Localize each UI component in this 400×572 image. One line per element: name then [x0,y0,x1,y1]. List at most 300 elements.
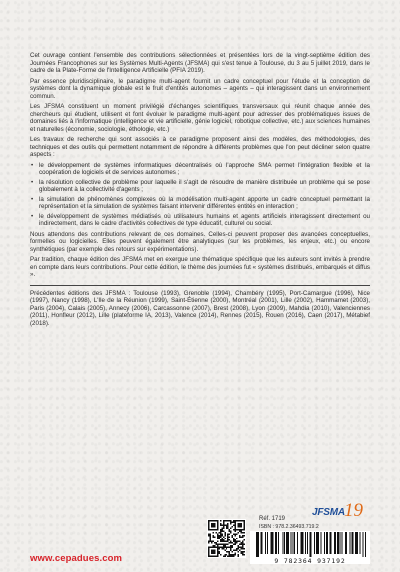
qr-module [221,527,222,528]
qr-module [235,544,236,545]
qr-module [209,538,210,539]
barcode-bar [345,532,346,554]
qr-module [214,547,215,548]
qr-module [211,524,212,525]
barcode-bar [309,532,310,557]
previous-editions: Précédentes éditions des JFSMA : Toulouse (1993), Grenoble (1994), Chambéry (1995), Port-Camargue (1996), Nice (1997), Nancy (1998), L'Ile de la Réunion (1999), Saint-Étienne (2000), Montréal (2001), Lille (2002), Hammamet (2003), Paris (2004), Calais (2005), Annecy (2006), Carcassonne (2007), Brest (2008), Lyon (2009), Mahdia (2010), Valenciennes (2011), Honfleur (2012), Lille (plateforme IA, 2013), Valence (2014), Rennes (2015), Rouen (2016), Caen (2017), Métabief (2018). [30,289,370,327]
barcode-bar [318,532,319,554]
qr-module [209,529,210,530]
reference-number: Réf. 1719 [259,516,286,522]
qr-module [229,542,230,543]
qr-module [221,524,222,525]
qr-module [217,529,218,530]
qr-module [235,529,236,530]
qr-module [227,536,228,537]
qr-module [232,535,233,536]
barcode-bar [290,532,291,554]
barcode-bar [283,532,284,554]
barcode-bar [349,532,350,554]
qr-module [224,520,225,521]
qr-module [227,538,228,539]
qr-module [232,536,233,537]
qr-module [220,535,221,536]
qr-module [239,520,240,521]
qr-module [217,545,218,546]
barcode-bar [286,532,287,554]
qr-module [239,541,240,542]
qr-module [212,536,213,537]
qr-module [220,544,221,545]
qr-module [217,524,218,525]
qr-module [223,556,224,557]
barcode-bar [359,532,360,554]
qr-module [235,520,236,521]
barcode-bar [365,532,366,557]
qr-module [215,547,216,548]
qr-module [224,550,225,551]
barcode-bar [258,532,259,557]
qr-module [221,539,222,540]
isbn-number: ISBN : 978.2.36493.719.2 [259,524,319,530]
qr-module [232,521,233,522]
barcode-bar [297,532,298,554]
qr-module [244,539,245,540]
barcode-bar [357,532,358,554]
qr-module [238,548,239,549]
qr-module [239,550,240,551]
barcode-bar [276,532,277,554]
qr-module [244,544,245,545]
qr-module [242,532,243,533]
barcode-bar [284,532,285,554]
qr-module [244,524,245,525]
qr-module [217,554,218,555]
qr-module [224,541,225,542]
jfsma-logo [312,502,372,522]
qr-module [233,538,234,539]
qr-module [211,556,212,557]
qr-module [229,536,230,537]
barcode-bar [324,532,325,554]
barcode-bar [262,532,263,554]
qr-module [218,535,219,536]
qr-module [241,520,242,521]
qr-module [208,524,209,525]
isbn-barcode [250,531,370,564]
qr-module [226,526,227,527]
qr-module [220,523,221,524]
qr-module [238,523,239,524]
qr-module [235,554,236,555]
aspect-item: • le développement de systèmes informatiques décentralisés où l'approche SMA permet l'intégration flexible et la coopération de logiciels et de services autonomes ; [30,162,370,177]
qr-module [208,535,209,536]
qr-module [217,553,218,554]
qr-module [224,532,225,533]
qr-module [226,524,227,525]
barcode-bar [310,532,311,557]
intro-paragraph: Cet ouvrage contient l'ensemble des contributions sélectionnées et présentées lors de la vingt-septième édition des Journées Francophones sur les Systèmes Multi-Agents (JFSMA) qui s'est tenue à Toulouse, du 3 au 5 juillet 2019, dans le cadre de la Plate-Forme de l'Intelligence Artificielle (PFIA 2019). [30,52,370,74]
qr-module [230,521,231,522]
qr-module [227,541,228,542]
qr-module [217,550,218,551]
qr-module [242,529,243,530]
qr-module [236,529,237,530]
qr-module [208,542,209,543]
qr-module [238,532,239,533]
qr-module [227,556,228,557]
qr-module [208,529,209,530]
qr-module [233,550,234,551]
qr-module [226,541,227,542]
qr-module [241,548,242,549]
barcode-bar [355,532,356,554]
qr-module [214,536,215,537]
logo-text: JFSMA [312,507,345,518]
qr-module [208,527,209,528]
qr-module [221,533,222,534]
qr-module [211,526,212,527]
qr-module [220,530,221,531]
qr-module [233,520,234,521]
qr-module [230,548,231,549]
qr-module [209,541,210,542]
barcode-bar [338,532,339,554]
barcode-bar [320,532,321,554]
qr-module [242,553,243,554]
qr-module [211,529,212,530]
qr-module [232,526,233,527]
barcode-bar [327,532,328,554]
back-cover-text [30,52,370,330]
qr-module [208,553,209,554]
qr-module [241,523,242,524]
qr-module [209,536,210,537]
qr-module [235,542,236,543]
qr-module [226,554,227,555]
qr-module [244,551,245,552]
qr-module [238,526,239,527]
qr-module [211,553,212,554]
qr-module [232,551,233,552]
qr-module [241,553,242,554]
qr-module [214,526,215,527]
qr-module [220,524,221,525]
qr-module [232,542,233,543]
qr-module [235,526,236,527]
qr-module [239,530,240,531]
aspects-list [30,162,370,228]
qr-module [218,544,219,545]
qr-module [211,542,212,543]
divider [30,285,370,286]
barcode-bar [300,532,301,554]
qr-module [215,529,216,530]
qr-module [224,535,225,536]
qr-module [232,556,233,557]
qr-module [217,551,218,552]
barcode-bar [353,532,354,554]
barcode-bar [346,532,347,554]
qr-module [242,541,243,542]
barcode-bars [256,532,366,557]
qr-module [241,544,242,545]
qr-module [241,530,242,531]
qr-module [239,544,240,545]
qr-module [229,554,230,555]
qr-module [236,538,237,539]
qr-module [226,551,227,552]
barcode-bar [260,532,261,554]
qr-module [223,520,224,521]
barcode-bar [265,532,266,554]
qr-module [229,556,230,557]
barcode-bar [316,532,317,554]
qr-module [238,556,239,557]
barcode-bar [256,532,257,557]
qr-module [223,545,224,546]
qr-module [221,541,222,542]
qr-module [214,529,215,530]
barcode-digits: 9 782364 937192 [274,557,346,565]
barcode-bar [302,532,303,554]
qr-module [212,556,213,557]
qr-module [230,530,231,531]
qr-module [217,520,218,521]
qr-module [220,539,221,540]
qr-module [217,523,218,524]
qr-module [241,536,242,537]
barcode-bar [329,532,330,554]
qr-module [218,553,219,554]
qr-module [217,541,218,542]
qr-module [215,556,216,557]
qr-module [223,526,224,527]
qr-module [238,520,239,521]
qr-module [235,530,236,531]
qr-module [218,551,219,552]
qr-module [229,530,230,531]
qr-module [239,536,240,537]
qr-module [218,536,219,537]
qr-module [224,544,225,545]
barcode-bar [335,532,336,554]
qr-module [233,529,234,530]
barcode-bar [317,532,318,554]
qr-module [215,544,216,545]
publisher-website: www.cepadues.com [30,553,123,564]
barcode-bar [275,532,276,554]
barcode-bar [305,532,306,554]
contributions-paragraph: Nous attendons des contributions relevant de ces domaines. Celles-ci peuvent proposer des avancées conceptuelles, formelles ou logicielles. Elles peuvent également être analytiques (sur les problèmes, les enjeux, etc.) ou encore synthétiques (par exemple des retours sur expérimentations). [30,230,370,253]
qr-module [227,547,228,548]
qr-module [215,532,216,533]
barcode-bar [294,532,295,554]
qr-module [233,521,234,522]
barcode-bar [287,532,288,554]
qr-module [244,535,245,536]
qr-module [223,548,224,549]
qr-module [220,554,221,555]
qr-module [215,542,216,543]
qr-module [230,527,231,528]
qr-module [241,526,242,527]
qr-module [223,547,224,548]
qr-module [227,526,228,527]
qr-module [242,535,243,536]
qr-module [218,538,219,539]
qr-module [224,538,225,539]
qr-module [235,550,236,551]
qr-module [217,547,218,548]
qr-module [214,524,215,525]
qr-module [208,550,209,551]
qr-module [227,535,228,536]
paradigm-paragraph: Par essence pluridisciplinaire, le paradigme multi-agent fournit un cadre conceptuel pour l'étude et la conception de systèmes dont la dynamique globale est le fruit d'entités autonomes – agents – qui interagissent dans un environnement commun. [30,77,370,100]
qr-module [230,554,231,555]
qr-module [212,551,213,552]
qr-module [211,520,212,521]
barcode-bar [307,532,308,554]
qr-module [235,539,236,540]
qr-module [211,551,212,552]
aspect-item: • le développement de systèmes médiatisés où utilisateurs humains et agents artificiels interagissent directement ou indirectement, dans le cadre d'activités collectives de type éducatif, culturel ou social. [30,213,370,228]
aspect-item: • la simulation de phénomènes complexes où la modélisation multi-agent apporte un cadre conceptuel permettant la représentation et la simulation de systèmes faisant intervenir différentes entités en interaction ; [30,196,370,211]
qr-module [217,533,218,534]
qr-module [235,527,236,528]
qr-module [235,553,236,554]
qr-module [217,535,218,536]
qr-module [236,541,237,542]
barcode-bar [303,532,304,554]
qr-module [229,539,230,540]
qr-module [232,554,233,555]
qr-module [211,523,212,524]
qr-module [223,544,224,545]
qr-module [209,547,210,548]
qr-module [233,554,234,555]
qr-module [224,533,225,534]
qr-module [242,554,243,555]
qr-module [227,520,228,521]
qr-module [238,551,239,552]
qr-module [217,538,218,539]
qr-module [214,545,215,546]
barcode-bar [278,532,279,554]
qr-module [209,539,210,540]
qr-module [220,529,221,530]
qr-module [217,527,218,528]
qr-module [221,529,222,530]
qr-module [227,527,228,528]
qr-module [220,536,221,537]
qr-module [211,547,212,548]
qr-module [212,532,213,533]
qr-module [218,547,219,548]
qr-module [233,556,234,557]
qr-module [208,533,209,534]
qr-module [230,545,231,546]
qr-module [217,521,218,522]
qr-module [227,523,228,524]
qr-module [212,545,213,546]
qr-module [208,520,209,521]
qr-code-image [208,520,245,557]
barcode-bar [314,532,315,554]
qr-module [212,523,213,524]
qr-module [224,545,225,546]
qr-module [217,548,218,549]
theme-paragraph: Par tradition, chaque édition des JFSMA met en exergue une thématique spécifique que les auteurs sont invités à prendre en compte dans leurs contributions. Pour cette édition, le thème des journées fut « systèmes distribués, embarqués et diffus ». [30,256,370,278]
qr-module [230,541,231,542]
qr-module [221,538,222,539]
qr-module [208,523,209,524]
qr-module [212,529,213,530]
qr-module [236,542,237,543]
qr-module [214,556,215,557]
qr-module [229,547,230,548]
qr-module [241,547,242,548]
qr-module [244,548,245,549]
qr-module [211,550,212,551]
qr-module [212,524,213,525]
qr-module [226,520,227,521]
qr-module [244,523,245,524]
qr-module [238,529,239,530]
qr-module [232,547,233,548]
qr-module [230,520,231,521]
qr-module [235,535,236,536]
qr-module [214,523,215,524]
qr-module [239,524,240,525]
qr-module [223,530,224,531]
qr-module [221,544,222,545]
qr-module [224,547,225,548]
qr-module [212,547,213,548]
qr-module [208,551,209,552]
qr-module [208,521,209,522]
qr-module [236,520,237,521]
qr-module [230,532,231,533]
qr-module [214,550,215,551]
qr-module [214,542,215,543]
qr-module [241,529,242,530]
qr-module [208,554,209,555]
qr-module [212,526,213,527]
qr-module [229,533,230,534]
research-paragraph: Les travaux de recherche qui sont associés à ce paradigme proposent ainsi des modèles, des méthodologies, des techniques et des outils qui permettent notamment de répondre à différents problèmes que l'on peut décliner selon quatre aspects : [30,136,370,158]
qr-module [244,526,245,527]
qr-module [244,527,245,528]
qr-module [220,532,221,533]
qr-module [223,541,224,542]
qr-module [242,547,243,548]
aspect-item: • la résolution collective de problème pour laquelle il s'agit de résoudre de manière distribuée un problème qui se pose globalement à la collectivité d'agents ; [30,179,370,194]
jfsma-paragraph: Les JFSMA constituent un moment privilégié d'échanges scientifiques transversaux qui réunit chaque année des chercheurs qui étudient, utilisent et font évoluer le paradigme multi-agent pour adresser des problématiques issues de domaines liés à l'informatique (intelligence et vie artificielle, génie logiciel, robotique collective, etc.) aux sciences humaines et naturelles (économie, sociologie, éthologie, etc.) [30,103,370,133]
barcode-bar [339,532,340,554]
qr-module [233,539,234,540]
qr-module [223,539,224,540]
qr-module [227,524,228,525]
qr-module [212,535,213,536]
qr-module [229,553,230,554]
barcode-bar [342,532,343,554]
qr-module [223,523,224,524]
qr-module [212,553,213,554]
qr-module [241,542,242,543]
qr-module [235,541,236,542]
barcode-bar [288,532,289,554]
qr-module [218,532,219,533]
